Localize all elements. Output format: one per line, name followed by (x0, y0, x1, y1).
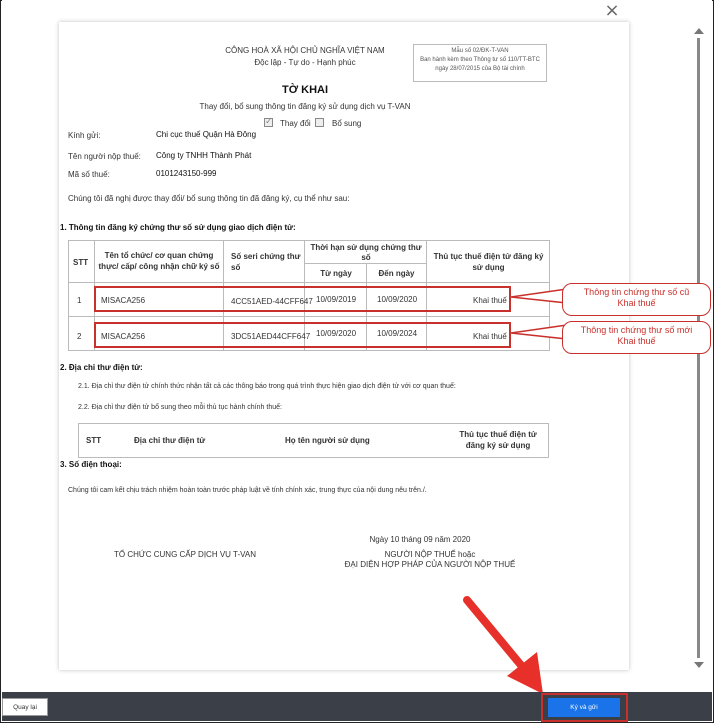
change-label: Thay đổi (280, 119, 311, 128)
col-period: Thời hạn sử dụng chứng thư (310, 243, 422, 252)
scroll-down-icon[interactable] (694, 662, 704, 668)
back-button[interactable]: Quay lại (2, 698, 48, 716)
add-label: Bổ sung (332, 119, 362, 128)
recipient-value: Chi cục thuế Quận Hà Đông (156, 130, 257, 139)
col-stt: STT (86, 436, 102, 445)
old-certificate-callout (562, 283, 711, 316)
row-from: 10/09/2019 (316, 295, 357, 304)
section2-item2: 2.2. Địa chỉ thư điện tử bổ sung theo mỗi thủ tục hành chính thuế: (78, 404, 282, 411)
callout-text: Khai thuế (617, 298, 656, 308)
form-code-line: Mẫu số 02/ĐK-T-VAN (451, 48, 509, 54)
callout-pointer-new (511, 325, 567, 339)
row-org: MISACA256 (101, 296, 146, 305)
section1-title: 1. Thông tin đăng ký chứng thư số sử dụng giao dịch điện tử: (60, 223, 296, 232)
sign-and-send-button[interactable]: Ký và gửi (548, 698, 620, 717)
form-code-box (413, 44, 547, 82)
taxcode-label: Mã số thuế: (68, 170, 110, 179)
row-procedure: Khai thuế (473, 332, 507, 341)
document-subtitle: Thay đổi, bổ sung thông tin đăng ký sử dụng dịch vụ T-VAN (199, 102, 411, 111)
row-stt: 2 (77, 332, 82, 341)
col-org-line2: thực/ cấp/ công nhận chữ ký số (98, 262, 220, 271)
col-user-name: Họ tên người sử dụng (285, 436, 370, 445)
change-checkbox[interactable] (264, 118, 273, 127)
intro-text: Chúng tôi đã nghị được thay đổi/ bổ sung thông tin đã đăng ký, cụ thể như sau: (68, 194, 350, 203)
new-certificate-highlight (94, 322, 511, 348)
col-procedure: Thủ tục thuế điện tử đăng ký (433, 252, 544, 261)
row-to: 10/09/2024 (377, 329, 418, 338)
callout-text: Thông tin chứng thư số cũ (583, 287, 690, 297)
row-serial: 3DC51AED44CFF647 (231, 332, 311, 341)
form-code-line: ngày 28/07/2015 của Bộ tài chính (435, 66, 525, 72)
col-email: Địa chỉ thư điện tử (134, 436, 206, 445)
add-checkbox[interactable] (315, 118, 324, 127)
row-org: MISACA256 (101, 332, 146, 341)
col-procedure-line2: sử dụng (472, 263, 505, 272)
section2-item1: 2.1. Địa chỉ thư điện tử chính thức nhận tất cả các thông báo trong quá trình thực hiện giao dịch điện tử với cơ quan thuế: (78, 383, 456, 390)
col-procedure: Thủ tục thuế điện tử (459, 430, 537, 439)
scroll-up-icon[interactable] (694, 28, 704, 34)
row-procedure: Khai thuế (473, 296, 507, 305)
row-to: 10/09/2020 (377, 295, 418, 304)
document-title: TỜ KHAI (281, 84, 329, 96)
col-period-line2: số (361, 253, 371, 262)
col-to: Đến ngày (378, 269, 415, 278)
taxpayer-value: Công ty TNHH Thành Phát (156, 151, 252, 160)
signing-date: Ngày 10 tháng 09 năm 2020 (369, 535, 471, 544)
callout-text: Khai thuế (617, 336, 656, 346)
arrow-icon (455, 590, 555, 700)
row-from: 10/09/2020 (316, 329, 357, 338)
row-serial: 4CC51AED-44CFF647 (231, 297, 313, 306)
col-from: Từ ngày (320, 269, 352, 278)
taxpayer-label: Tên người nộp thuế: (68, 152, 141, 161)
close-icon[interactable]: × (604, 0, 620, 21)
nation-heading: CÔNG HOÀ XÃ HỘI CHỦ NGHĨA VIỆT NAM (225, 46, 385, 55)
old-certificate-highlight (94, 286, 511, 312)
recipient-label: Kính gửi: (68, 131, 101, 140)
form-code-line: Ban hành kèm theo Thông tư số 110/TT-BTC (420, 57, 540, 63)
callout-pointer-old (511, 289, 567, 303)
taxpayer-signature-label: NGƯỜI NỘP THUẾ hoặc (384, 550, 476, 559)
col-org: Tên tổ chức/ cơ quan chứng (104, 251, 214, 260)
section2-title: 2. Địa chỉ thư điện tử: (60, 363, 143, 372)
col-procedure-line2: đăng ký sử dụng (465, 441, 531, 450)
taxpayer-signature-label-line2: ĐẠI DIỆN HỢP PHÁP CỦA NGƯỜI NỘP THUẾ (344, 560, 516, 569)
row-stt: 1 (77, 296, 82, 305)
callout-text: Thông tin chứng thư số mới (580, 325, 693, 335)
new-certificate-callout (562, 321, 711, 354)
motto: Độc lập - Tự do - Hạnh phúc (254, 58, 356, 67)
commitment-text: Chúng tôi cam kết chịu trách nhiệm hoàn toàn trước pháp luật về tính chính xác, trung thực của nội dung nêu trên./. (68, 487, 427, 494)
col-stt: STT (73, 258, 89, 267)
tvan-provider-label: TỔ CHỨC CUNG CẤP DỊCH VỤ T-VAN (114, 550, 256, 559)
col-serial-line2: số (231, 263, 241, 272)
section3-title: 3. Số điện thoại: (60, 460, 122, 469)
taxcode-value: 0101243150-999 (156, 169, 217, 178)
col-serial: Số seri chứng thư (231, 252, 301, 261)
